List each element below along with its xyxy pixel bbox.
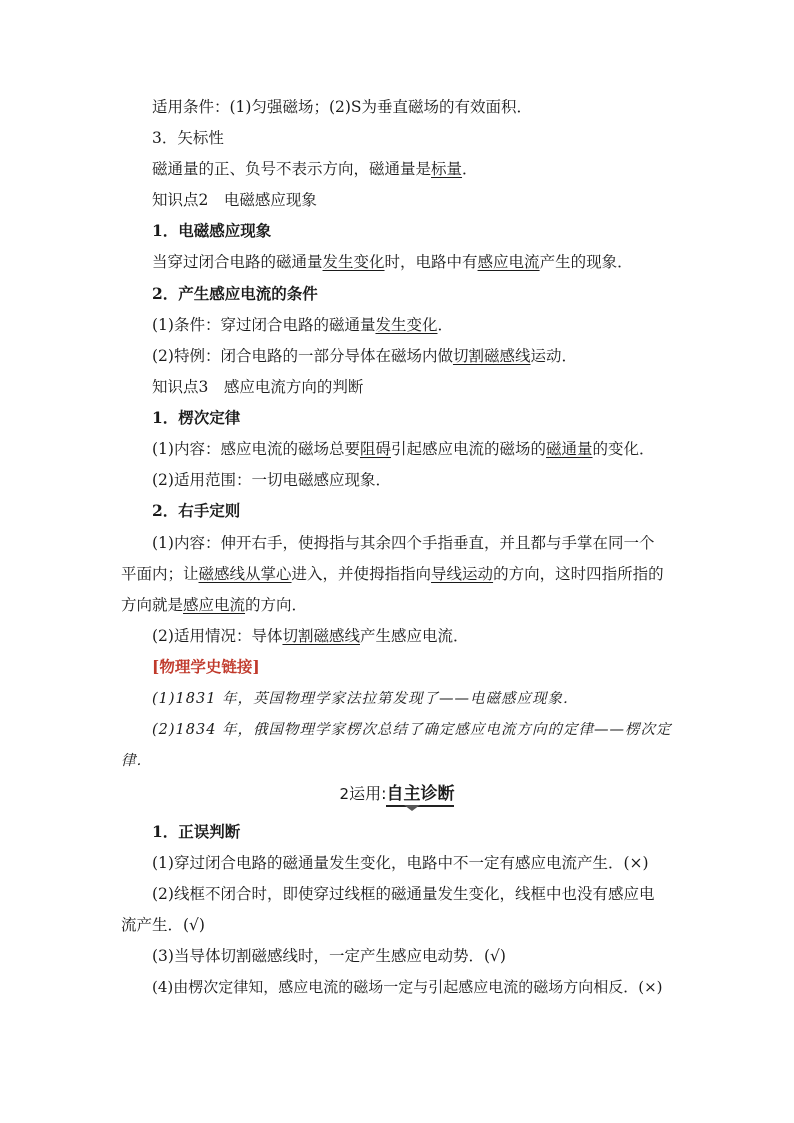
section-banner: [0, 782, 794, 806]
banner-down-arrow-icon: [404, 805, 420, 811]
answer-changes-2: 发生变化: [375, 316, 438, 334]
answer-induced-current: 感应电流: [477, 253, 540, 271]
answer-cutting-lines: 切割磁感线: [452, 347, 531, 365]
applicable-conditions: 适用条件：(1)匀强磁场；(2)S为垂直磁场的有效面积．: [152, 98, 533, 116]
banner-title: 自主诊断: [386, 784, 454, 807]
answer-scalar: 标量: [431, 160, 463, 178]
answer-field-lines-palm: 磁感线从掌心: [198, 565, 292, 583]
section-heading-true-false: 1．正误判断: [152, 822, 241, 841]
banner-number: 2: [339, 785, 350, 803]
section-heading-right-hand-rule: 2．右手定则: [152, 501, 241, 520]
true-false-item-2: (2)线框不闭合时，即使穿过线框的磁通量发生变化，线框中也没有感应电: [152, 885, 655, 903]
answer-wire-motion: 导线运动: [431, 565, 494, 583]
section-heading-conditions: 2．产生感应电流的条件: [152, 284, 318, 303]
lenz-scope: (2)适用范围：一切电磁感应现象．: [152, 471, 391, 489]
right-hand-content-line-2: 平面内；让磁感线从掌心进入，并使拇指指向导线运动的方向，这时四指所指的: [121, 565, 664, 583]
flux-sign-sentence: 磁通量的正、负号不表示方向，磁通量是标量．: [152, 160, 478, 178]
history-item-2-cont: 律．: [121, 753, 152, 769]
answer-flux: 磁通量: [546, 440, 593, 458]
physics-history-heading: [物理学史链接]: [152, 657, 260, 676]
section-heading-vector-scalar: 3．矢标性: [152, 129, 224, 147]
answer-changes: 发生变化: [322, 253, 385, 271]
section-heading-lenz: 1．楞次定律: [152, 408, 241, 427]
condition-item-2: (2)特例：闭合电路的一部分导体在磁场内做切割磁感线运动．: [152, 347, 577, 365]
right-hand-application: (2)适用情况：导体切割磁感线产生感应电流．: [152, 627, 469, 645]
history-item-2: (2)1834 年，俄国物理学家楞次总结了确定感应电流方向的定律——楞次定: [152, 722, 672, 738]
banner-prefix: 运用:: [349, 784, 387, 803]
true-false-item-2-cont: 流产生．(√): [121, 916, 205, 934]
knowledge-point-2-heading: 知识点2 电磁感应现象: [152, 191, 317, 209]
lenz-content: (1)内容：感应电流的磁场总要阻碍引起感应电流的磁场的磁通量的变化．: [152, 440, 655, 458]
true-false-item-3: (3)当导体切割磁感线时，一定产生感应电动势．(√): [152, 947, 506, 965]
history-item-1: (1)1831 年，英国物理学家法拉第发现了——电磁感应现象．: [152, 691, 579, 707]
right-hand-content-line-3: 方向就是感应电流的方向．: [121, 596, 308, 614]
answer-oppose: 阻碍: [359, 440, 391, 458]
induction-definition: 当穿过闭合电路的磁通量发生变化时，电路中有感应电流产生的现象．: [152, 253, 633, 271]
right-hand-content-line-1: (1)内容：伸开右手，使拇指与其余四个手指垂直，并且都与手掌在同一个: [152, 534, 655, 552]
answer-induced-current-2: 感应电流: [183, 596, 246, 614]
section-heading-induction: 1．电磁感应现象: [152, 221, 272, 240]
true-false-item-4: (4)由楞次定律知，感应电流的磁场一定与引起感应电流的磁场方向相反．(×): [152, 978, 663, 996]
answer-cutting-lines-2: 切割磁感线: [282, 627, 360, 645]
true-false-item-1: (1)穿过闭合电路的磁通量发生变化，电路中不一定有感应电流产生．(×): [152, 854, 649, 872]
knowledge-point-3-heading: 知识点3 感应电流方向的判断: [152, 378, 364, 396]
condition-item-1: (1)条件：穿过闭合电路的磁通量发生变化．: [152, 316, 453, 334]
